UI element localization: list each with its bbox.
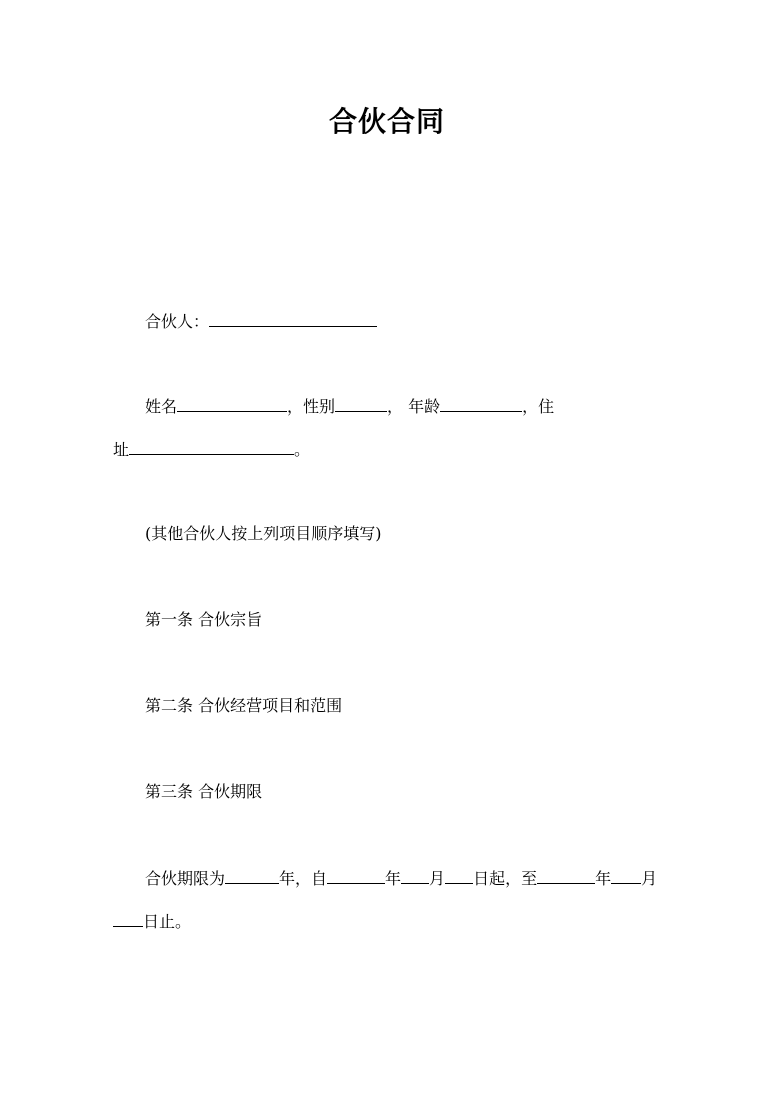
address-end: 。: [294, 440, 311, 459]
end-day-label: 日止。: [143, 912, 192, 931]
partner-note: (其他合伙人按上列项目顺序填写): [145, 524, 382, 543]
end-year-blank[interactable]: [537, 867, 595, 884]
term-years-blank[interactable]: [225, 867, 279, 884]
age-label: ， 年龄: [387, 397, 441, 416]
start-month-label: 月: [429, 869, 446, 888]
start-year-label: 年: [385, 869, 402, 888]
gender-blank[interactable]: [335, 395, 387, 412]
address-label-a: ，住: [522, 397, 555, 416]
term-intro: 合伙期限为: [145, 869, 226, 888]
start-day-label: 日起，至: [473, 869, 538, 888]
term-line: [145, 867, 657, 890]
name-blank[interactable]: [177, 395, 287, 412]
article-1-heading: 第一条 合伙宗旨: [145, 610, 263, 629]
article-3-heading: 第三条 合伙期限: [145, 782, 263, 801]
term-end-line: [113, 910, 191, 933]
end-month-blank[interactable]: [611, 867, 641, 884]
address-line: [113, 438, 310, 461]
end-day-blank[interactable]: [113, 910, 143, 927]
document-title: 合伙合同: [328, 105, 445, 138]
partner-info-line: [145, 395, 554, 418]
partner-line: [145, 310, 377, 333]
partner-blank[interactable]: [209, 310, 377, 327]
name-label: 姓名: [145, 397, 178, 416]
start-day-blank[interactable]: [445, 867, 473, 884]
age-blank[interactable]: [440, 395, 522, 412]
article-2-heading: 第二条 合伙经营项目和范围: [145, 696, 343, 715]
address-label-b: 址: [113, 440, 130, 459]
partner-label: 合伙人：: [145, 312, 210, 331]
end-month-label: 月: [641, 869, 658, 888]
term-year-label: 年，自: [279, 869, 328, 888]
start-month-blank[interactable]: [401, 867, 429, 884]
end-year-label: 年: [595, 869, 612, 888]
address-blank[interactable]: [129, 438, 294, 455]
gender-label: ，性别: [287, 397, 336, 416]
start-year-blank[interactable]: [327, 867, 385, 884]
